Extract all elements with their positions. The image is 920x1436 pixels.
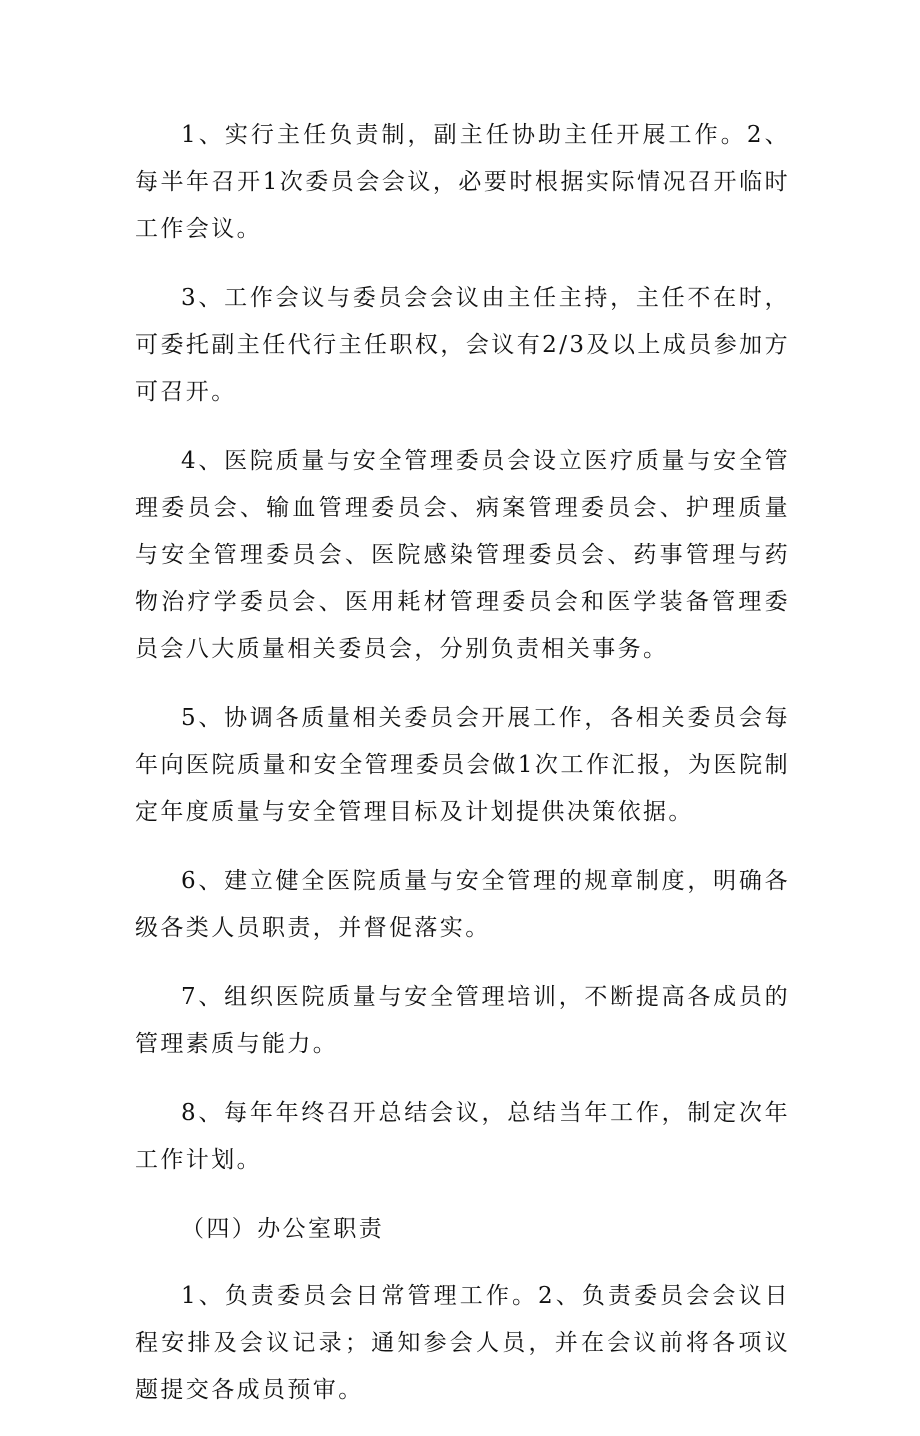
paragraph-7: 7、组织医院质量与安全管理培训，不断提高各成员的管理素质与能力。 xyxy=(135,984,790,1057)
paragraph-8: 8、每年年终召开总结会议，总结当年工作，制定次年工作计划。 xyxy=(135,1100,790,1173)
paragraph-6: 6、建立健全医院质量与安全管理的规章制度，明确各级各类人员职责，并督促落实。 xyxy=(135,868,790,941)
paragraph-1: 1、实行主任负责制，副主任协助主任开展工作。2、每半年召开1次委员会会议，必要时根据实际情况召开临时工作会议。 xyxy=(135,122,790,242)
office-paragraph-1: 1、负责委员会日常管理工作。2、负责委员会会议日程安排及会议记录；通知参会人员，并在会议前将各项议题提交各成员预审。 xyxy=(135,1283,790,1403)
section-heading: （四）办公室职责 xyxy=(181,1216,385,1242)
paragraph-5: 5、协调各质量相关委员会开展工作，各相关委员会每年向医院质量和安全管理委员会做1次工作汇报，为医院制定年度质量与安全管理目标及计划提供决策依据。 xyxy=(135,705,790,825)
paragraph-4: 4、医院质量与安全管理委员会设立医疗质量与安全管理委员会、输血管理委员会、病案管理委员会、护理质量与安全管理委员会、医院感染管理委员会、药事管理与药物治疗学委员会、医用耗材管理委员会和医学装备管理委员会八大质量相关委员会，分别负责相关事务。 xyxy=(135,448,790,662)
paragraph-3: 3、工作会议与委员会会议由主任主持，主任不在时，可委托副主任代行主任职权，会议有2/3及以上成员参加方可召开。 xyxy=(135,285,790,405)
document-body xyxy=(135,112,790,1436)
